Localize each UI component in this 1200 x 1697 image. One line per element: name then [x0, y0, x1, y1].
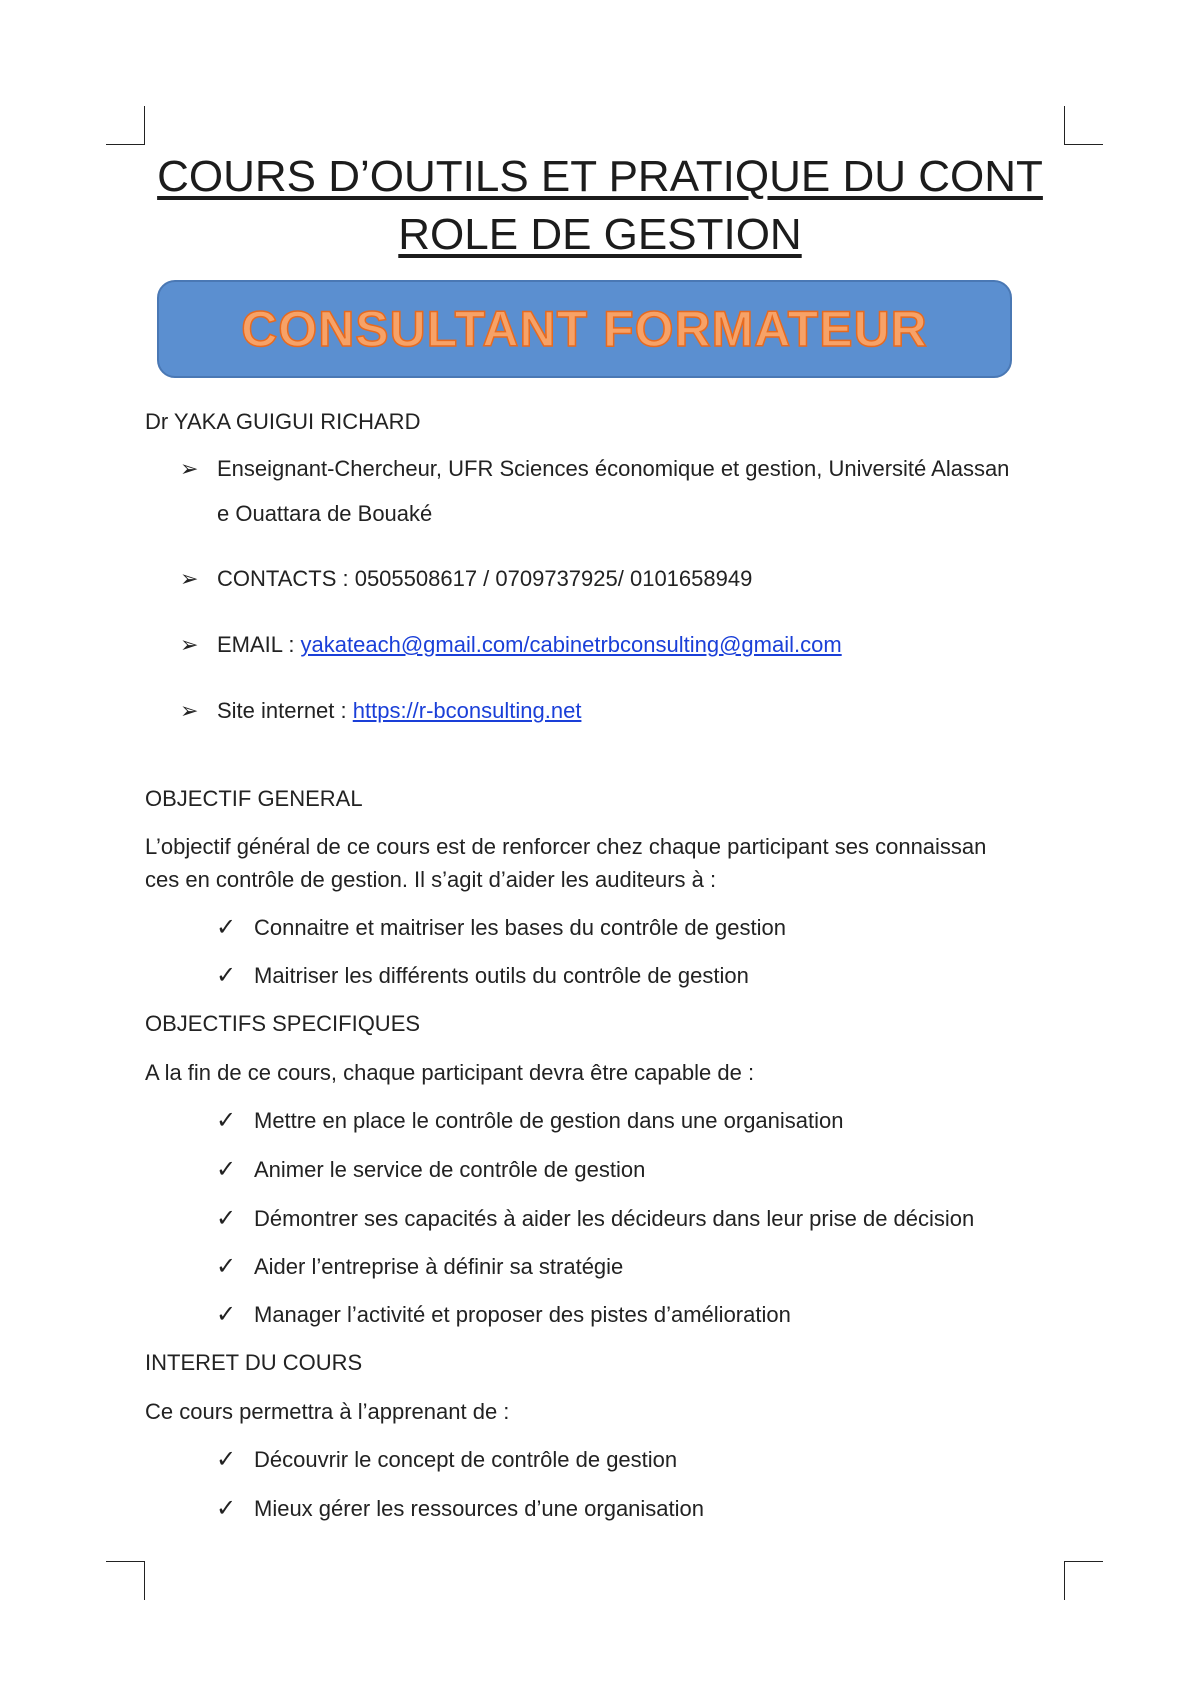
list-item: Maitriser les différents outils du contrôle de gestion	[254, 963, 749, 988]
author-email-row	[217, 630, 842, 660]
check-icon: ✓	[216, 1446, 237, 1473]
check-icon: ✓	[216, 1301, 237, 1328]
crop-mark-top-left	[106, 106, 145, 145]
consultant-banner	[157, 280, 1012, 378]
list-item: Connaitre et maitriser les bases du contrôle de gestion	[254, 915, 786, 940]
check-icon: ✓	[216, 1495, 237, 1522]
email-link[interactable]: yakateach@gmail.com/cabinetrbconsulting@gmail.com	[300, 632, 842, 657]
banner-text: CONSULTANT FORMATEUR	[241, 301, 928, 357]
objectif-general-para-line1: L’objectif général de ce cours est de renforcer chez chaque participant ses connaissan	[145, 834, 987, 859]
author-name: Dr YAKA GUIGUI RICHARD	[145, 409, 421, 434]
check-icon: ✓	[216, 1156, 237, 1183]
check-icon: ✓	[216, 962, 237, 989]
arrow-bullet-icon: ➢	[180, 566, 199, 591]
crop-mark-top-right	[1064, 106, 1103, 145]
list-item: Mieux gérer les ressources d’une organisation	[254, 1496, 705, 1521]
list-item: Manager l’activité et proposer des pistes d’amélioration	[254, 1302, 791, 1327]
author-site-row	[217, 696, 581, 726]
arrow-bullet-icon: ➢	[180, 632, 199, 657]
list-item: Animer le service de contrôle de gestion	[254, 1157, 646, 1182]
arrow-bullet-icon: ➢	[180, 456, 199, 481]
email-label: EMAIL :	[217, 632, 301, 657]
check-icon: ✓	[216, 1205, 237, 1232]
interet-intro: Ce cours permettra à l’apprenant de :	[145, 1399, 510, 1424]
section-heading-objectif-general: OBJECTIF GENERAL	[145, 786, 363, 811]
author-contacts: CONTACTS : 0505508617 / 0709737925/ 0101658949	[217, 566, 753, 591]
author-role-line2: e Ouattara de Bouaké	[217, 501, 433, 526]
check-icon: ✓	[216, 1253, 237, 1280]
section-heading-interet: INTERET DU COURS	[145, 1350, 363, 1375]
objectifs-specifiques-intro: A la fin de ce cours, chaque participant devra être capable de :	[145, 1060, 755, 1085]
document-title-line2: ROLE DE GESTION	[398, 210, 802, 259]
list-item: Découvrir le concept de contrôle de gestion	[254, 1447, 678, 1472]
list-item: Aider l’entreprise à définir sa stratégie	[254, 1254, 624, 1279]
arrow-bullet-icon: ➢	[180, 698, 199, 723]
check-icon: ✓	[216, 1107, 237, 1134]
author-role-line1: Enseignant-Chercheur, UFR Sciences économique et gestion, Université Alassan	[217, 456, 1010, 481]
objectif-general-para-line2: ces en contrôle de gestion. Il s’agit d’aider les auditeurs à :	[145, 867, 717, 892]
crop-mark-bottom-right	[1064, 1561, 1103, 1600]
section-heading-objectifs-specifiques: OBJECTIFS SPECIFIQUES	[145, 1011, 421, 1036]
list-item: Démontrer ses capacités à aider les décideurs dans leur prise de décision	[254, 1206, 975, 1231]
crop-mark-bottom-left	[106, 1561, 145, 1600]
site-label: Site internet :	[217, 698, 353, 723]
list-item: Mettre en place le contrôle de gestion dans une organisation	[254, 1108, 844, 1133]
document-title-line1: COURS D’OUTILS ET PRATIQUE DU CONT	[157, 152, 1043, 201]
site-link[interactable]: https://r-bconsulting.net	[352, 698, 582, 723]
check-icon: ✓	[216, 914, 237, 941]
